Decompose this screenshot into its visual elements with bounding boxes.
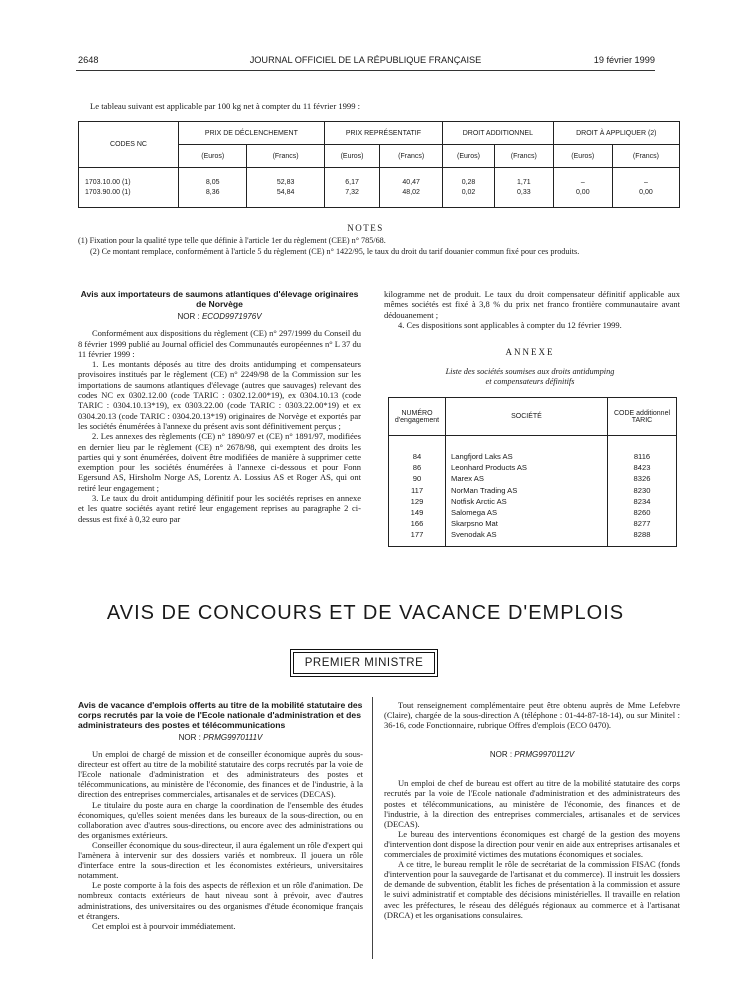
value: 0,00 <box>575 188 590 196</box>
value: 0,00 <box>639 188 653 196</box>
value: 0,33 <box>516 188 531 196</box>
nor-label: NOR : <box>177 312 200 321</box>
nor-code: PRMG9970112V <box>514 750 575 760</box>
row-code: 8277 <box>608 518 677 529</box>
value-cell <box>247 168 324 208</box>
nor-reference <box>78 312 361 322</box>
nor-code: PRMG9970111V <box>203 733 263 742</box>
row-company: Salomega AS <box>446 507 608 518</box>
row-code: 8326 <box>608 473 677 484</box>
vacancy-paragraph-r4: A ce titre, le bureau remplit le rôle de secrétariat de la commission FISAC (fonds d'intervention pour la sauvegarde de l'artisanat et du commerce). Il instruit les dossiers de demande de subvention, établit les fiches de présentation à la commission et assure le suivi administratif et comptable des décisions ministérielles. Il travaille en relation avec les préfectures, le réseau des délégués régionaux au commerce et à l'artisanat (DRCA) et les organisations consulaires. <box>384 859 680 920</box>
annexe-subtitle-line: Liste des sociétés soumises aux droits antidumping <box>445 367 615 376</box>
intro-text: Le tableau suivant est applicable par 100 kg net à compter du 11 février 1999 : <box>90 101 361 111</box>
row-code: 8288 <box>608 529 677 546</box>
annexe-title: ANNEXE <box>505 347 555 357</box>
vacancy-paragraph-r3: Le bureau des interventions économiques est chargé de la gestion des moyens d'intervention dont dispose la direction pour venir en aide aux entreprises artisanales et commerciales de proximité victimes des mutations économiques et sociales. <box>384 828 680 860</box>
table-row <box>389 485 677 496</box>
vacancy-paragraph-5: Cet emploi est à pourvoir immédiatement. <box>92 920 236 931</box>
unit-header: (Francs) <box>247 145 324 168</box>
vacancy-paragraph-r2: Un emploi de chef de bureau est offert au titre de la mobilité statutaire des corps recrutés par la voie de l'Ecole nationale d'administration et des administrateurs des postes et télécommunications, au ministère de l'économie, des finances et de l'industrie, à la direction des entreprises commerciales, artisanales et de services (DECAS). <box>384 778 680 829</box>
table-row <box>389 496 677 507</box>
vacancy-paragraph-3: Conseiller économique du sous-directeur, il aura également un rôle d'expert qui l'amènera à intervenir sur des dossiers variés et nombreux. Il jouera un rôle d'interface entre la sous-direction et les économistes extérieurs, universitaires notamment. <box>78 839 363 881</box>
value: – <box>644 178 648 186</box>
table-row <box>389 529 677 546</box>
salmon-notice-continued <box>384 289 680 330</box>
ministry-box: PREMIER MINISTRE <box>293 652 435 674</box>
price-table <box>78 121 680 208</box>
group-header: DROIT ADDITIONNEL <box>443 122 554 145</box>
row-num: 177 <box>389 529 446 546</box>
group-header: PRIX REPRÉSENTATIF <box>324 122 442 145</box>
value: 52,83 <box>276 178 295 186</box>
value-cell <box>494 168 553 208</box>
notes-title: NOTES <box>347 223 384 233</box>
unit-header: (Euros) <box>324 145 380 168</box>
nor-reference-2 <box>384 750 680 760</box>
value-cell <box>380 168 443 208</box>
table-row <box>389 473 677 484</box>
value: 54,84 <box>276 188 295 196</box>
nor-code: ECOD9971976V <box>201 312 262 321</box>
row-company: NorMan Trading AS <box>446 485 608 496</box>
row-code: 8116 <box>608 436 677 463</box>
nor-label: NOR : <box>489 750 513 760</box>
vacancy-paragraph-2: Le titulaire du poste aura en charge la coordination de l'ensemble des études économiques, qu'elles soient menées dans les bureaux de la sous-direction, ou en collaboration avec d'autres sous-directions, ou encore avec des administrations ou des organismes extérieurs. <box>78 799 363 840</box>
salmon-paragraph-2: 2. Les annexes des règlements (CE) n° 1890/97 et (CE) n° 1891/97, modifiées en dernier lieu par le règlement (CE) n° 2678/98, qui exemptent des droits les parties qui y sont énumérées, doivent être modifiées de manière à supprimer cette exemption pour les sociétés énumérées à l'annexe ci-dessous et pour Fonn Egersund AS, Hirsholm Norge AS, Lorentz A. Lossius AS et Roger AS, qui ont retiré leur engagement ; <box>78 431 361 493</box>
value: 0,02 <box>461 188 476 196</box>
col-header-num: NUMÉRO d'engagement <box>389 398 446 436</box>
section-title: AVIS DE CONCOURS ET DE VACANCE D'EMPLOIS <box>106 602 625 624</box>
annexe-table <box>388 397 677 547</box>
row-num: 129 <box>389 496 446 507</box>
nor-reference <box>78 733 363 743</box>
unit-header: (Euros) <box>553 145 612 168</box>
table-row <box>389 462 677 473</box>
nor-label: NOR : <box>178 733 201 742</box>
unit-header: (Euros) <box>179 145 247 168</box>
salmon-paragraph-1: 1. Les montants déposés au titre des droits antidumping et compensateurs provisoires institués par le règlement (CE) n° 2249/98 de la Commission sur les importations de saumons atlantiques d'élevage (autres que sauvages) relevant des codes NC ex 0302.12.00 (code TARIC : 0302.12.00*19), ex 0304.10.13 (code TARIC : 0304.10.13*19), ex 0303.22.00 (code TARIC : 0303.22.00*19) et ex 0304.20.13 (code TARIC : 0304.20.13*19) originaires de Norvège et exportés par les sociétés énumérées à l'annexe du présent avis sont définitivement perçus ; <box>78 359 361 431</box>
table-row <box>389 507 677 518</box>
vacancy-notice-title: Avis de vacance d'emplois offerts au titre de la mobilité statutaire des corps recrutés par la voie de l'Ecole nationale d'administration et des administrateurs des postes et télécommunications <box>78 700 363 730</box>
codes-cell <box>79 168 179 208</box>
salmon-paragraph-3-cont: kilogramme net de produit. Le taux du droit compensateur définitif applicable aux mêmes sociétés est fixé à 3,8 % du prix net franco frontière communautaire avant dédouanement ; <box>384 289 680 320</box>
col-header-company: SOCIÉTÉ <box>446 398 608 436</box>
group-header: DROIT À APPLIQUER (2) <box>553 122 679 145</box>
value: 0,28 <box>461 178 476 186</box>
value: 40,47 <box>402 178 420 186</box>
salmon-paragraph-4: 4. Ces dispositions sont applicables à compter du 12 février 1999. <box>398 319 622 330</box>
value-cell <box>443 168 495 208</box>
value: 48,02 <box>402 188 420 196</box>
vacancy-notice-right <box>384 700 680 920</box>
row-company: Notfisk Arctic AS <box>446 496 608 507</box>
salmon-notice <box>78 289 361 524</box>
unit-header: (Euros) <box>443 145 495 168</box>
row-company: Langfjord Laks AS <box>446 436 608 463</box>
issue-date: 19 février 1999 <box>593 55 655 65</box>
unit-header: (Francs) <box>612 145 679 168</box>
row-code: 8260 <box>608 507 677 518</box>
vacancy-paragraph-1: Un emploi de chargé de mission et de conseiller économique auprès du sous-directeur est offert au titre de la mobilité statutaire des corps recrutés par la voie de l'Ecole nationale d'administration et des administrateurs des postes et télécommunications, au ministère de l'économie, des finances et de l'industrie, à la direction des entreprises commerciales, artisanales et de services (DECAS). <box>78 749 363 800</box>
value-cell <box>553 168 612 208</box>
salmon-paragraph-3: 3. Le taux du droit antidumping définitif pour les sociétés reprises en annexe et les quatre sociétés ayant retiré leur engagement reprises au paragraphe 2 ci-dessus est fixé à 0,32 euro par <box>78 493 361 524</box>
row-num: 84 <box>389 436 446 463</box>
row-company: Skarpsno Mat <box>446 518 608 529</box>
column-divider <box>372 697 373 959</box>
table-row <box>389 436 677 463</box>
unit-header: (Francs) <box>494 145 553 168</box>
row-code: 8234 <box>608 496 677 507</box>
row-num: 166 <box>389 518 446 529</box>
value-cell <box>179 168 247 208</box>
annexe-subtitle-line: et compensateurs définitifs <box>485 377 575 386</box>
value: 7,32 <box>345 188 359 196</box>
value: – <box>580 178 585 186</box>
table-row-code: 1703.90.00 (1) <box>85 188 131 196</box>
group-header: PRIX DE DÉCLENCHEMENT <box>179 122 325 145</box>
vacancy-notice <box>78 700 363 931</box>
vacancy-paragraph-4: Le poste comporte à la fois des aspects de réflexion et un rôle d'animation. De nombreux contacts extérieurs de haut niveau sont à prévoir, avec d'autres administrations, des universitaires ou des organismes d'étude économique français et étrangers. <box>78 880 363 921</box>
salmon-paragraph-0: Conformément aux dispositions du règlement (CE) n° 297/1999 du Conseil du 8 février 1999 publié au Journal officiel des Communautés européennes n° L 37 du 11 février 1999 : <box>78 328 361 359</box>
annexe-subtitle <box>380 367 680 387</box>
row-code: 8423 <box>608 462 677 473</box>
row-num: 117 <box>389 485 446 496</box>
row-num: 86 <box>389 462 446 473</box>
value: 8,05 <box>205 178 220 186</box>
salmon-notice-title: Avis aux importateurs de saumons atlantiques d'élevage originaires de Norvège <box>80 289 359 309</box>
value-cell <box>612 168 679 208</box>
row-num: 90 <box>389 473 446 484</box>
page-number: 2648 <box>78 55 99 65</box>
value: 8,36 <box>205 188 220 196</box>
value-cell <box>324 168 380 208</box>
row-company: Marex AS <box>446 473 608 484</box>
note-2: (2) Ce montant remplace, conformément à l'article 5 du règlement (CE) n° 1422/95, le taux du droit du tarif douanier commun fixé pour ces produits. <box>90 247 580 256</box>
vacancy-contact: Tout renseignement complémentaire peut être obtenu auprès de Mme Lefebvre (Claire), chargée de la sous-direction A (téléphone : 01-44-87-18-14), ou sur Minitel : 36-16, code Fonctionnaire, rubrique Offres d'emplois (ECO 0470). <box>384 700 680 731</box>
row-company: Leonhard Products AS <box>446 462 608 473</box>
value: 1,71 <box>516 178 531 186</box>
note-1: (1) Fixation pour la qualité type telle que définie à l'article 1er du règlement (CEE) n° 785/68. <box>78 236 386 245</box>
row-company: Svenodak AS <box>446 529 608 546</box>
table-row-code: 1703.10.00 (1) <box>85 178 131 186</box>
row-code: 8230 <box>608 485 677 496</box>
journal-title: JOURNAL OFFICIEL DE LA RÉPUBLIQUE FRANÇAISE <box>249 55 482 65</box>
row-num: 149 <box>389 507 446 518</box>
table-row <box>389 518 677 529</box>
codes-header: CODES NC <box>79 122 179 168</box>
col-header-code: CODE additionnel TARIC <box>608 398 677 436</box>
value: 6,17 <box>345 178 359 186</box>
header-rule <box>76 70 655 71</box>
unit-header: (Francs) <box>380 145 443 168</box>
